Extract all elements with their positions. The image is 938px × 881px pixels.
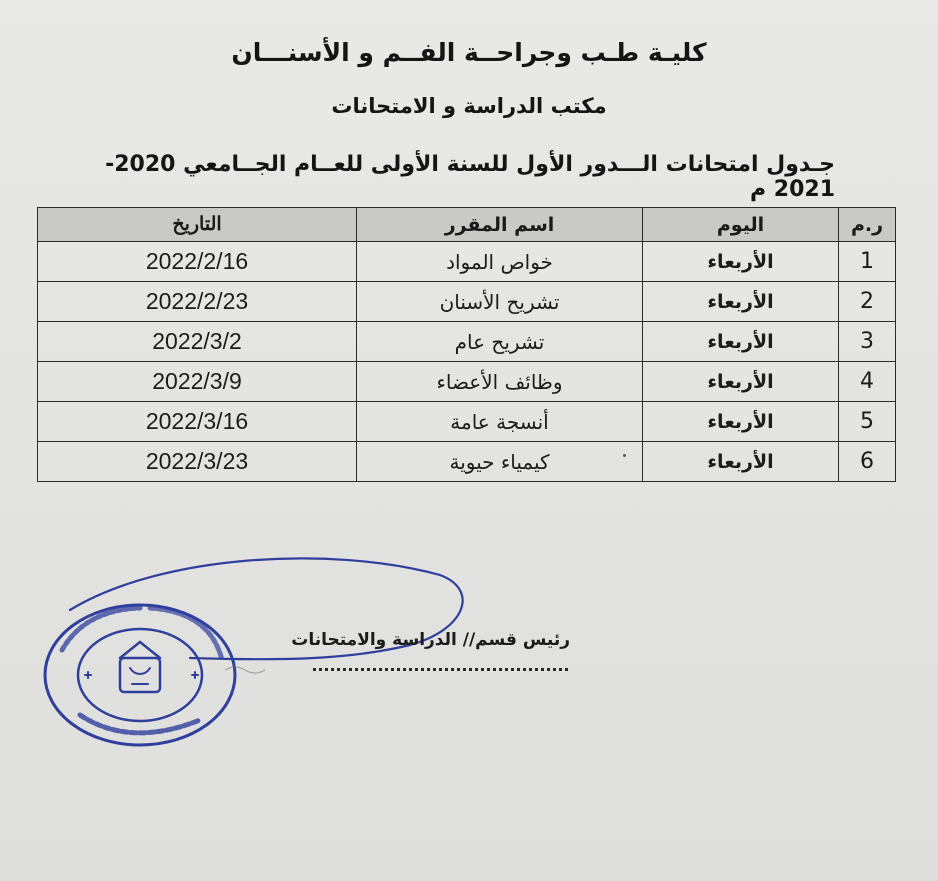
row-course: تشريح الأسنان	[357, 282, 643, 322]
signature-label: رئيس قسم// الدراسة والامتحانات	[291, 630, 570, 650]
table-row	[38, 322, 896, 362]
row-date: 2022/2/23	[38, 282, 357, 322]
table-row	[38, 402, 896, 442]
header-course: اسم المقرر	[357, 208, 643, 242]
row-day: الأربعاء	[643, 442, 839, 482]
exam-schedule-table	[37, 207, 896, 482]
row-day: الأربعاء	[643, 282, 839, 322]
header-serial: ر.م	[839, 208, 896, 242]
office-name: مكتب الدراسة و الامتحانات	[331, 94, 607, 118]
table-row	[38, 242, 896, 282]
row-serial: 6	[839, 442, 896, 482]
paper-speck	[623, 454, 626, 457]
signature-line	[40, 630, 570, 671]
row-day: الأربعاء	[643, 362, 839, 402]
table-row	[38, 282, 896, 322]
row-course: خواص المواد	[357, 242, 643, 282]
table-row	[38, 442, 896, 482]
header-day: اليوم	[643, 208, 839, 242]
row-serial: 1	[839, 242, 896, 282]
row-date: 2022/3/23	[38, 442, 357, 482]
row-serial: 5	[839, 402, 896, 442]
row-course: كيمياء حيوية	[357, 442, 643, 482]
row-course: وظائف الأعضاء	[357, 362, 643, 402]
schedule-title: جـدول امتحانات الـــدور الأول للسنة الأولى للعــام الجــامعي 2020-2021 م	[105, 152, 835, 202]
row-serial: 4	[839, 362, 896, 402]
row-course: تشريح عام	[357, 322, 643, 362]
row-day: الأربعاء	[643, 322, 839, 362]
header-date: التاريخ	[38, 208, 357, 242]
row-date: 2022/2/16	[38, 242, 357, 282]
row-serial: 3	[839, 322, 896, 362]
table-header-row	[38, 208, 896, 242]
college-name: كليـة طـب وجراحــة الفــم و الأسنـــان	[231, 38, 707, 67]
table-row	[38, 362, 896, 402]
row-date: 2022/3/16	[38, 402, 357, 442]
row-day: الأربعاء	[643, 402, 839, 442]
row-day: الأربعاء	[643, 242, 839, 282]
row-serial: 2	[839, 282, 896, 322]
row-course: أنسجة عامة	[357, 402, 643, 442]
row-date: 2022/3/2	[38, 322, 357, 362]
row-date: 2022/3/9	[38, 362, 357, 402]
signature-dotted-line	[313, 650, 568, 671]
